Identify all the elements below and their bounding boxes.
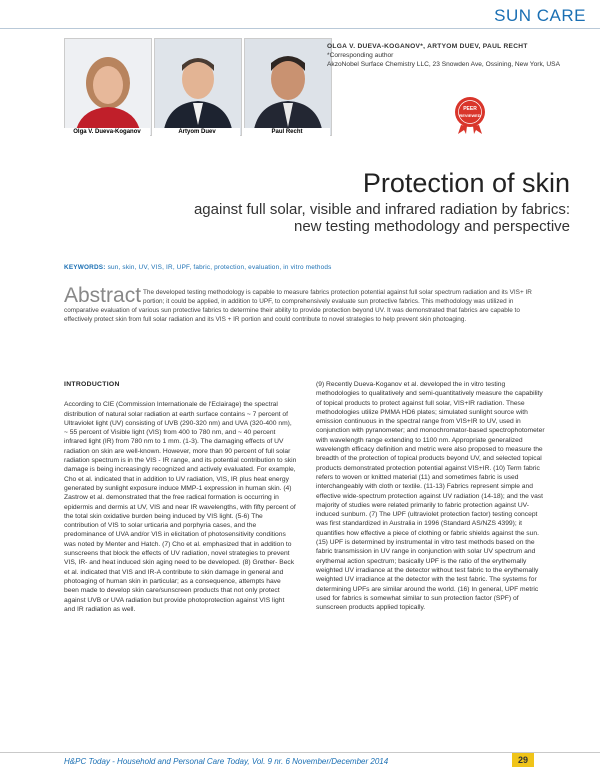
- footer-rule: [0, 752, 600, 753]
- left-column-text: According to CIE (Commission Internationale de l'Eclairage) the spectral distribution of natural solar radiation at earth surface contains ~ 7 percent of Ultraviolet light (UV) consisting of UVB (290-320 nm) and UVA (320-400 nm), ~ 55 percent of Visible light (VIS) from 400 to 780 nm, and ~ 40 percent infrared light (IR) from 780 nm to 1 mm. (1-3). The damaging effects of UV radiation on skin are well-known. However, more than 90 percent of full solar radiation spectrum is in the VIS - IR range, and its potential contribution to skin damage is being increasingly recognized and actively evaluated. For example, Cho et al. indicated that in addition to UV radiation, VIS, IR plus heat energy generated by sunlight exposure induce MMP-1 expression in human skin. (4) Zastrow et al. demonstrated that the free radical formation is occurring in epidermis and dermis at UV, VIS and near IR wavelengths, with fifty percent of the total skin oxidative burden being induced by VIS light. (5-6) The contribution of VIS to solar urticaria and porphyria cases, and the predominance of UVA and/or VIS in elicitation of photosensitivity conditions was noted by Menter and Hatch. (7) Cho et al. emphasized that in addition to sunscreens that block the effects of UV radiation, novel strategies to prevent VIS, IR- and heat induced skin aging need to be developed. (8) Grether- Beck et al. indicated that VIS and IR-A contribute to skin damage in general and photoaging of human skin in particular; as a consequence, attempts have been made to develop skin care/sunscreen products that not only protect against UVB or UVA radiation but provide photoprotection against VIS light and IR radiation as well.: [64, 401, 297, 613]
- keywords: [64, 264, 332, 271]
- top-rule: [0, 28, 600, 29]
- corresponding-note: *Corresponding author: [327, 52, 394, 59]
- article-subtitle-line-1: against full solar, visible and infrared radiation by fabrics:: [193, 201, 570, 218]
- keywords-text: sun, skin, UV, VIS, IR, UPF, fabric, protection, evaluation, in vitro methods: [107, 264, 332, 271]
- introduction-heading: INTRODUCTION: [64, 381, 120, 388]
- author-caption-1: Olga V. Dueva-Koganov: [64, 128, 150, 137]
- author-caption-3: Paul Recht: [244, 128, 330, 137]
- author-photo-3: [244, 38, 332, 136]
- article-title: Protection of skin: [362, 168, 570, 198]
- affiliation: AkzoNobel Surface Chemistry LLC, 23 Snowden Ave, Ossining, New York, USA: [327, 61, 560, 68]
- section-label: SUN CARE: [494, 6, 586, 25]
- title-block: [40, 168, 570, 235]
- body-column-left: [64, 380, 297, 614]
- peer-reviewed-seal: [452, 94, 488, 134]
- keywords-label: KEYWORDS:: [64, 264, 106, 271]
- page-number: 29: [512, 753, 534, 767]
- footer-journal: H&PC Today - Household and Personal Care Today, Vol. 9 nr. 6 November/December 2014: [64, 757, 389, 766]
- author-photo-2: [154, 38, 242, 136]
- author-names: OLGA V. DUEVA-KOGANOV*, ARTYOM DUEV, PAUL RECHT: [327, 43, 528, 50]
- right-column-text: (9) Recently Dueva-Koganov et al. developed the in vitro testing methodologies to qualitatively and semi-quantitatively measure the capability of topical products to protect against full solar, VIS+IR radiation. These methodologies utilize PMMA HD6 plates; simulated sunlight source with emission continuous in the spectral range from VIS+IR to UV, used in conjunction with pyranometer; and monochromator-based spectrophotometer with wavelength range extending to 1100 nm. Appropriate generalized wavelength efficacy definition and metric were also proposed to measure the breadth of the protection of topical products beyond UV, and selected topical products demonstrated protection potential against VIS+IR. (10) Term fabric refers to woven or knitted material (11) and sometimes fabric is used interchangeably with cloth or textile. (11-13) Fabrics represent simple and effective wide-spectrum protection against UV radiation (14-18); and the vast majority of studies were related primarily to fabric protection against UV-induced sunburn. (7) The UPF (ultraviolet protection factor) testing concept was first standardized in Australia in 1996 (Standard AS/NZS 4399); it quantifies how effective a piece of clothing or fabric shields against the sun. (15) UPF is determined by instrumental in vitro test methods based on the fabric transmission in UV range in conjunction with solar UV spectrum and erythemal action spectrum; basically UPF is the ratio of the erythemally weighted UV irradiance at the detector without test fabric to the erythemally weighted UV irradiance at the detector with the test fabric. The systems for determining UPFs are similar around the world. (16) In general, UPF metric used for fabrics is somewhat similar to sun protection factor (SPF) of sunscreen products applied topically.: [316, 381, 545, 612]
- author-photo-1: [64, 38, 152, 136]
- abstract: [64, 284, 540, 324]
- seal-text-bottom: REVIEWED: [459, 113, 481, 118]
- author-caption-2: Artyom Duev: [154, 128, 240, 137]
- body-column-right: [316, 380, 549, 612]
- author-block: [327, 42, 577, 69]
- abstract-heading: Abstract: [64, 284, 142, 307]
- seal-text-top: PEER: [463, 106, 477, 112]
- article-subtitle-line-2: new testing methodology and perspective: [293, 218, 570, 235]
- abstract-text: The developed testing methodology is capable to measure fabrics protection potential against full solar spectrum radiation and its VIS+ IR portion; it could be applied, in addition to UPF, to comprehensively evaluate sun protective fabrics. This methodology was utilized in comparative evaluation of various sun protective fabrics to determine their ability to provide protection beyond UV. It was demonstrated that fabrics are capable to effectively protect skin from full solar radiation and its VIS + IR portion and could contribute to novel strategies to help prevent skin photoaging.: [64, 289, 532, 324]
